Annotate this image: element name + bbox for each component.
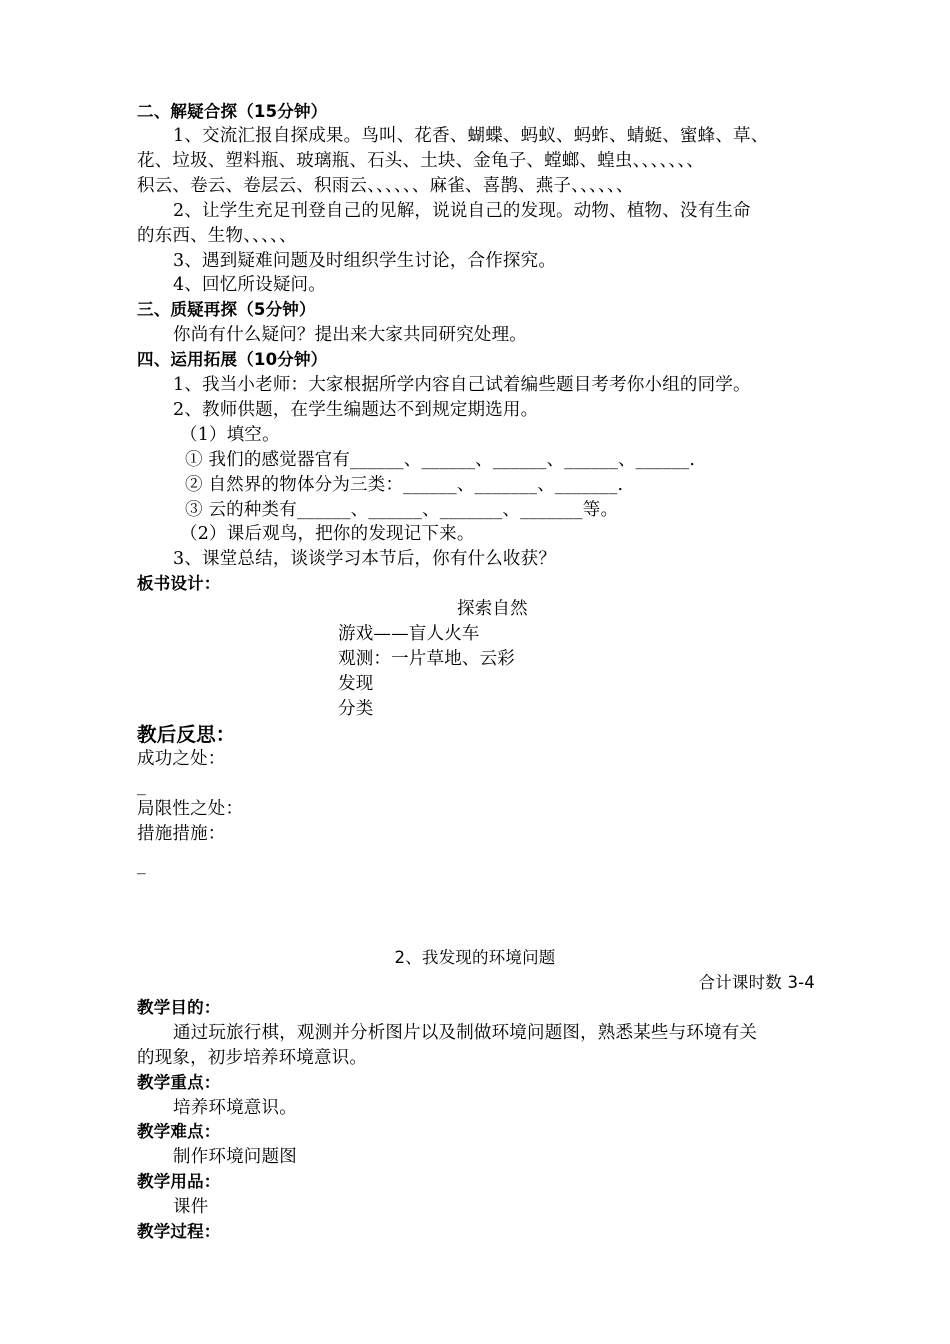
- paragraph-line: 3、遇到疑难问题及时组织学生讨论，合作探究。: [173, 251, 557, 271]
- board-line: 发现: [338, 674, 374, 694]
- paragraph-line: 花、垃圾、塑料瓶、玻璃瓶、石头、土块、金龟子、螳螂、蝗虫、、、、、、、: [137, 151, 704, 171]
- board-line: 观测：一片草地、云彩: [338, 649, 515, 669]
- paragraph-line: （2）课后观鸟，把你的发现记下来。: [180, 524, 475, 544]
- paragraph-line: 4、回忆所设疑问。: [173, 275, 326, 295]
- reflection-heading: 教后反思：: [137, 723, 236, 746]
- paragraph-line: 培养环境意识。: [173, 1098, 297, 1118]
- section-heading: 教学难点：: [137, 1122, 221, 1141]
- paragraph-line: 通过玩旅行棋，观测并分析图片以及制做环境问题图，熟悉某些与环境有关: [173, 1023, 758, 1043]
- paragraph-line: 1、我当小老师：大家根据所学内容自己试着编些题目考考你小组的同学。: [173, 375, 751, 395]
- lesson-title: 2、我发现的环境问题: [394, 948, 556, 967]
- paragraph-line: 1、交流汇报自探成果。鸟叫、花香、蝴蝶、蚂蚁、蚂蚱、蜻蜓、蜜蜂、草、: [173, 126, 769, 146]
- paragraph-line: 3、课堂总结，谈谈学习本节后，你有什么收获？: [173, 549, 557, 569]
- section-heading: 三、质疑再探（5分钟）: [137, 300, 316, 319]
- paragraph-line: 的东西、生物、、、、、: [137, 226, 297, 246]
- reflection-line: 措施措施：: [137, 824, 226, 844]
- fill-in-question: ① 我们的感觉器官有______、______、______、______、______.: [185, 450, 696, 470]
- paragraph-line: 的现象，初步培养环境意识。: [137, 1048, 368, 1068]
- paragraph-line: 2、让学生充足刊登自己的见解，说说自己的发现。动物、植物、没有生命: [173, 201, 751, 221]
- paragraph-line: 课件: [173, 1197, 209, 1217]
- blank-line: _: [137, 855, 146, 875]
- fill-in-question: ② 自然界的物体分为三类：______、_______、_______.: [185, 475, 624, 495]
- section-heading: 教学过程：: [137, 1222, 221, 1241]
- blank-line: _: [137, 776, 146, 796]
- paragraph-line: 制作环境问题图: [173, 1147, 297, 1167]
- paragraph-line: 2、教师供题，在学生编题达不到规定期选用。: [173, 400, 539, 420]
- section-heading: 四、运用拓展（10分钟）: [137, 350, 328, 369]
- lesson-hours: 合计课时数 3-4: [698, 973, 815, 992]
- section-heading: 教学重点：: [137, 1073, 221, 1092]
- board-title: 探索自然: [457, 599, 528, 619]
- reflection-line: 成功之处：: [137, 749, 226, 769]
- section-heading: 教学目的：: [137, 998, 221, 1017]
- paragraph-line: 积云、卷云、卷层云、积雨云、、、、、、麻雀、喜鹊、燕子、、、、、、: [137, 176, 634, 196]
- section-heading: 教学用品：: [137, 1172, 221, 1191]
- paragraph-line: （1）填空。: [180, 425, 280, 445]
- section-heading: 二、解疑合探（15分钟）: [137, 102, 328, 121]
- section-heading: 板书设计：: [137, 574, 221, 593]
- reflection-line: 局限性之处：: [137, 799, 244, 819]
- board-line: 游戏——盲人火车: [338, 624, 480, 644]
- fill-in-question: ③ 云的种类有______、______、_______、_______等。: [185, 500, 619, 520]
- paragraph-line: 你尚有什么疑问？提出来大家共同研究处理。: [173, 325, 527, 345]
- board-line: 分类: [338, 699, 374, 719]
